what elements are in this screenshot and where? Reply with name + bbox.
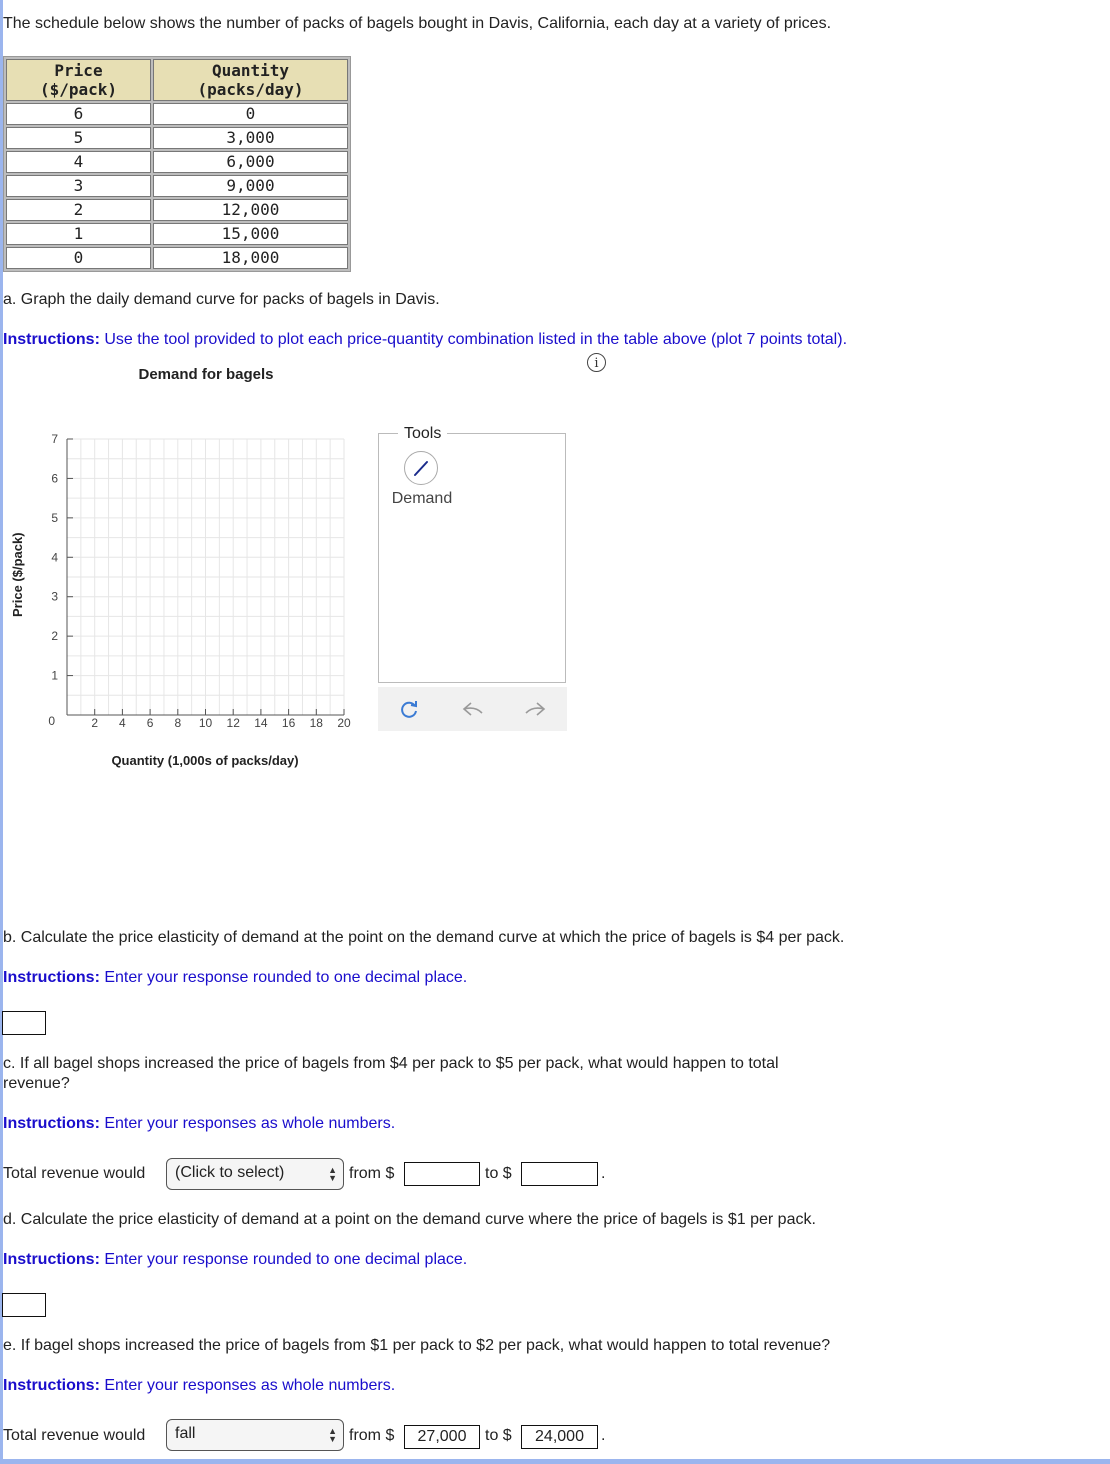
table-row xyxy=(6,199,348,221)
part-e-from-input[interactable]: 27,000 xyxy=(404,1425,480,1449)
part-a-question: a. Graph the daily demand curve for packs of bagels in Davis. xyxy=(3,291,440,308)
part-e-revenue-select[interactable] xyxy=(166,1419,344,1451)
demand-schedule-table xyxy=(3,56,351,272)
price-cell: 3 xyxy=(6,175,151,197)
instructions-label: Instructions: xyxy=(3,331,100,348)
table-row xyxy=(6,151,348,173)
table-row xyxy=(6,223,348,245)
demand-graph[interactable] xyxy=(40,420,360,740)
instructions-text: Enter your responses as whole numbers. xyxy=(104,1377,396,1394)
quantity-header: Quantity (packs/day) xyxy=(153,59,348,101)
part-e-to-label: to $ xyxy=(485,1427,512,1444)
part-a-instructions xyxy=(3,330,847,350)
tools-title: Tools xyxy=(398,425,447,443)
table-header-row xyxy=(6,59,348,101)
instructions-text: Use the tool provided to plot each price-quantity combination listed in the table above (plot 7 points total). xyxy=(104,331,848,348)
part-c-prefix: Total revenue would xyxy=(3,1165,146,1182)
price-cell: 2 xyxy=(6,199,151,221)
y-tick-label: 3 xyxy=(51,589,58,604)
graph-toolbar xyxy=(378,687,567,731)
part-e-period: . xyxy=(601,1427,606,1444)
x-tick-label: 4 xyxy=(119,716,126,730)
x-tick-label: 20 xyxy=(337,716,351,730)
y-tick-label: 5 xyxy=(51,510,58,525)
x-tick-label: 6 xyxy=(146,716,154,730)
x-tick-label: 16 xyxy=(281,716,296,730)
part-c-period: . xyxy=(601,1165,606,1182)
part-c-instructions xyxy=(3,1114,395,1134)
intro-text: The schedule below shows the number of packs of bagels bought in Davis, California, each day at a variety of prices. xyxy=(3,15,832,32)
table-row xyxy=(6,127,348,149)
part-b-question: b. Calculate the price elasticity of demand at the point on the demand curve at which the price of bagels is $4 per pack. xyxy=(3,929,845,946)
part-d-instructions xyxy=(3,1250,467,1270)
price-cell: 6 xyxy=(6,103,151,125)
line-tool-icon xyxy=(405,452,437,484)
instructions-text: Enter your responses as whole numbers. xyxy=(104,1115,396,1132)
reset-icon[interactable] xyxy=(397,697,421,721)
x-axis-label: Quantity (1,000s of packs/day) xyxy=(111,753,299,768)
part-e-prefix: Total revenue would xyxy=(3,1427,146,1444)
x-tick-labels xyxy=(91,716,351,730)
part-d-answer-input[interactable] xyxy=(2,1293,46,1317)
x-tick-label: 10 xyxy=(198,716,213,730)
price-cell: 4 xyxy=(6,151,151,173)
y-tick-label: 2 xyxy=(51,629,58,644)
x-tick-label: 18 xyxy=(309,716,323,730)
instructions-label: Instructions: xyxy=(3,1115,100,1132)
part-c-question-line1: c. If all bagel shops increased the price of bagels from $4 per pack to $5 per pack, what would happen to total xyxy=(3,1055,779,1072)
price-cell: 1 xyxy=(6,223,151,245)
part-d-question: d. Calculate the price elasticity of demand at a point on the demand curve where the price of bagels is $1 per pack. xyxy=(3,1211,816,1228)
part-c-from-input[interactable] xyxy=(404,1162,480,1186)
quantity-cell: 3,000 xyxy=(153,127,348,149)
x-tick-label: 14 xyxy=(254,716,268,730)
part-e-instructions xyxy=(3,1376,395,1396)
bottom-accent-bar xyxy=(0,1459,1110,1464)
y-tick-label: 1 xyxy=(51,668,58,683)
y-axis-label: Price ($/pack) xyxy=(10,532,25,617)
price-header: Price ($/pack) xyxy=(6,59,151,101)
table-row xyxy=(6,103,348,125)
part-e-from-label: from $ xyxy=(349,1427,395,1444)
part-e-select-value: fall xyxy=(175,1425,196,1442)
price-cell: 5 xyxy=(6,127,151,149)
y-tick-label: 0 xyxy=(48,714,55,728)
part-b-instructions xyxy=(3,968,467,988)
part-e-to-input[interactable]: 24,000 xyxy=(521,1425,598,1449)
y-tick-labels xyxy=(48,432,58,728)
instructions-label: Instructions: xyxy=(3,969,100,986)
quantity-cell: 15,000 xyxy=(153,223,348,245)
instructions-label: Instructions: xyxy=(3,1251,100,1268)
part-c-select-value: (Click to select) xyxy=(175,1164,285,1181)
demand-line-tool[interactable] xyxy=(404,451,438,485)
graph-grid xyxy=(67,439,344,715)
part-c-from-label: from $ xyxy=(349,1165,395,1182)
part-c-revenue-select[interactable] xyxy=(166,1158,344,1190)
quantity-cell: 6,000 xyxy=(153,151,348,173)
info-icon[interactable]: i xyxy=(587,353,606,372)
x-tick-label: 12 xyxy=(226,716,240,730)
x-tick-label: 2 xyxy=(91,716,99,730)
part-c-to-input[interactable] xyxy=(521,1162,598,1186)
select-arrows-icon: ▲ ▼ xyxy=(328,1426,337,1444)
graph-title: Demand for bagels xyxy=(138,366,274,383)
instructions-text: Enter your response rounded to one decimal place. xyxy=(104,969,468,986)
demand-tool-label: Demand xyxy=(391,490,453,507)
undo-icon[interactable] xyxy=(461,697,485,721)
y-tick-label: 6 xyxy=(51,471,58,486)
table-row xyxy=(6,175,348,197)
price-cell: 0 xyxy=(6,247,151,269)
table-row xyxy=(6,247,348,269)
quantity-cell: 18,000 xyxy=(153,247,348,269)
instructions-label: Instructions: xyxy=(3,1377,100,1394)
quantity-cell: 0 xyxy=(153,103,348,125)
instructions-text: Enter your response rounded to one decimal place. xyxy=(104,1251,468,1268)
redo-icon[interactable] xyxy=(523,697,547,721)
y-tick-label: 7 xyxy=(51,432,58,446)
select-arrows-icon: ▲ ▼ xyxy=(328,1165,337,1183)
part-e-question: e. If bagel shops increased the price of bagels from $1 per pack to $2 per pack, what would happen to total revenue? xyxy=(3,1337,831,1354)
part-b-answer-input[interactable] xyxy=(2,1011,46,1035)
quantity-cell: 12,000 xyxy=(153,199,348,221)
part-c-to-label: to $ xyxy=(485,1165,512,1182)
x-tick-label: 8 xyxy=(174,716,182,730)
y-tick-label: 4 xyxy=(51,550,58,565)
part-c-question-line2: revenue? xyxy=(3,1075,70,1092)
quantity-cell: 9,000 xyxy=(153,175,348,197)
